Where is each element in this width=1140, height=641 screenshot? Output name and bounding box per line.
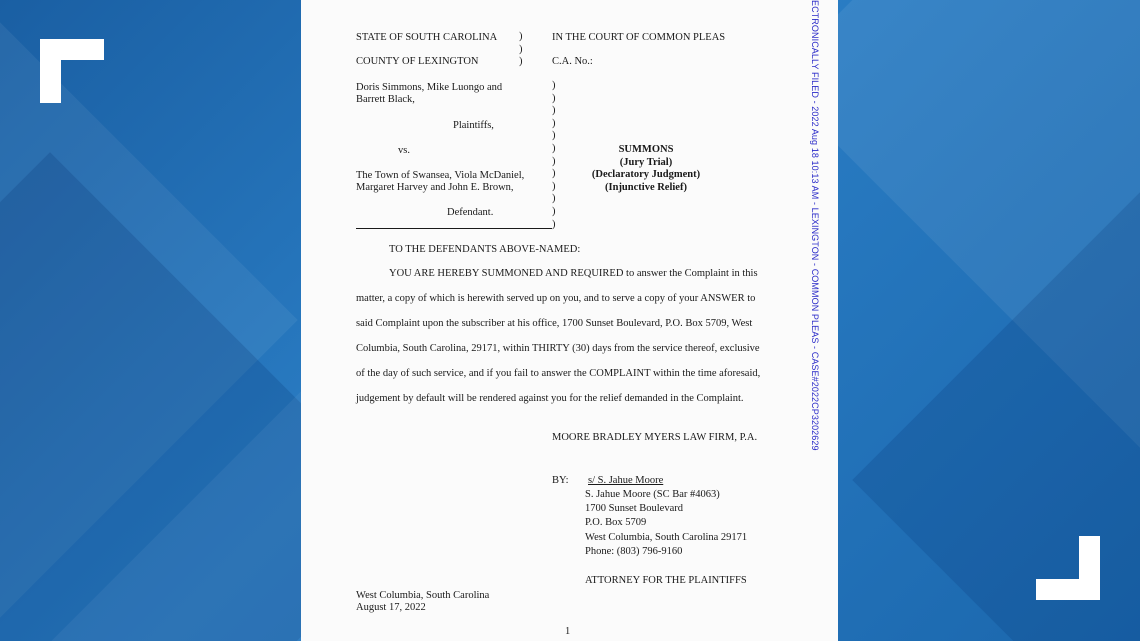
body-line-6: judgement by default will be rendered against you for the relief demanded in the Complaint. (356, 393, 744, 404)
page-number: 1 (565, 626, 571, 637)
attorney-address-1: 1700 Sunset Boulevard (585, 503, 683, 514)
attorney-address-3: West Columbia, South Carolina 29171 (585, 532, 748, 543)
law-firm-name: MOORE BRADLEY MYERS LAW FIRM, P.A. (552, 432, 758, 443)
body-line-5: of the day of such service, and if you fail to answer the COMPLAINT within the time aforesaid, (356, 368, 761, 379)
corner-bracket-bottom-right (1036, 536, 1100, 600)
header-parens: ) ) ) (519, 31, 523, 68)
defendants-names-line-1: The Town of Swansea, Viola McDaniel, (356, 170, 525, 181)
address-line: TO THE DEFENDANTS ABOVE-NAMED: (389, 244, 581, 255)
document-subtitle-2: (Declaratory Judgment) (591, 169, 701, 180)
defendant-label: Defendant. (447, 207, 494, 218)
corner-bracket-top-left (40, 39, 104, 103)
versus-label: vs. (398, 145, 410, 156)
attorney-address-2: P.O. Box 5709 (585, 517, 647, 528)
plaintiffs-label: Plaintiffs, (453, 120, 494, 131)
caption-parens: ) ) ) ) ) ) ) ) ) ) ) ) (552, 80, 556, 230)
plaintiffs-names-line-2: Barrett Black, (356, 94, 415, 105)
body-line-4: Columbia, South Carolina, 29171, within THIRTY (30) days from the service thereof, exclusive (356, 343, 760, 354)
body-line-3: said Complaint upon the subscriber at his office, 1700 Sunset Boulevard, P.O. Box 5709, West (356, 318, 753, 329)
document-subtitle-3: (Injunctive Relief) (605, 182, 687, 193)
place-of-signing: West Columbia, South Carolina (356, 590, 490, 601)
body-line-1: YOU ARE HEREBY SUMMONED AND REQUIRED to answer the Complaint in this (389, 268, 758, 279)
state-label: STATE OF SOUTH CAROLINA (356, 32, 498, 43)
attorney-name: S. Jahue Moore (SC Bar #4063) (585, 489, 720, 500)
electronic-filing-stamp (806, 0, 828, 460)
court-label: IN THE COURT OF COMMON PLEAS (552, 32, 726, 43)
attorney-role: ATTORNEY FOR THE PLAINTIFFS (585, 575, 747, 586)
document-subtitle-1: (Jury Trial) (619, 157, 673, 168)
electronic-signature: s/ S. Jahue Moore (588, 475, 664, 486)
filing-stamp-text: ECTRONICALLY FILED - 2022 Aug 18 10:13 AM - LEXINGTON - COMMON PLEAS - CASE#2022CP3202629 (810, 0, 820, 451)
caption-rule (356, 228, 552, 229)
summons-document (301, 0, 838, 641)
by-label: BY: (552, 475, 569, 486)
defendants-names-line-2: Margaret Harvey and John E. Brown, (356, 182, 514, 193)
county-label: COUNTY OF LEXINGTON (356, 56, 479, 67)
case-number-label: C.A. No.: (552, 56, 593, 67)
date-of-signing: August 17, 2022 (356, 602, 426, 613)
document-title: SUMMONS (618, 144, 674, 155)
attorney-phone: Phone: (803) 796-9160 (585, 546, 683, 557)
body-line-2: matter, a copy of which is herewith served up on you, and to serve a copy of your ANSWER to (356, 293, 756, 304)
plaintiffs-names-line-1: Doris Simmons, Mike Luongo and (356, 82, 503, 93)
